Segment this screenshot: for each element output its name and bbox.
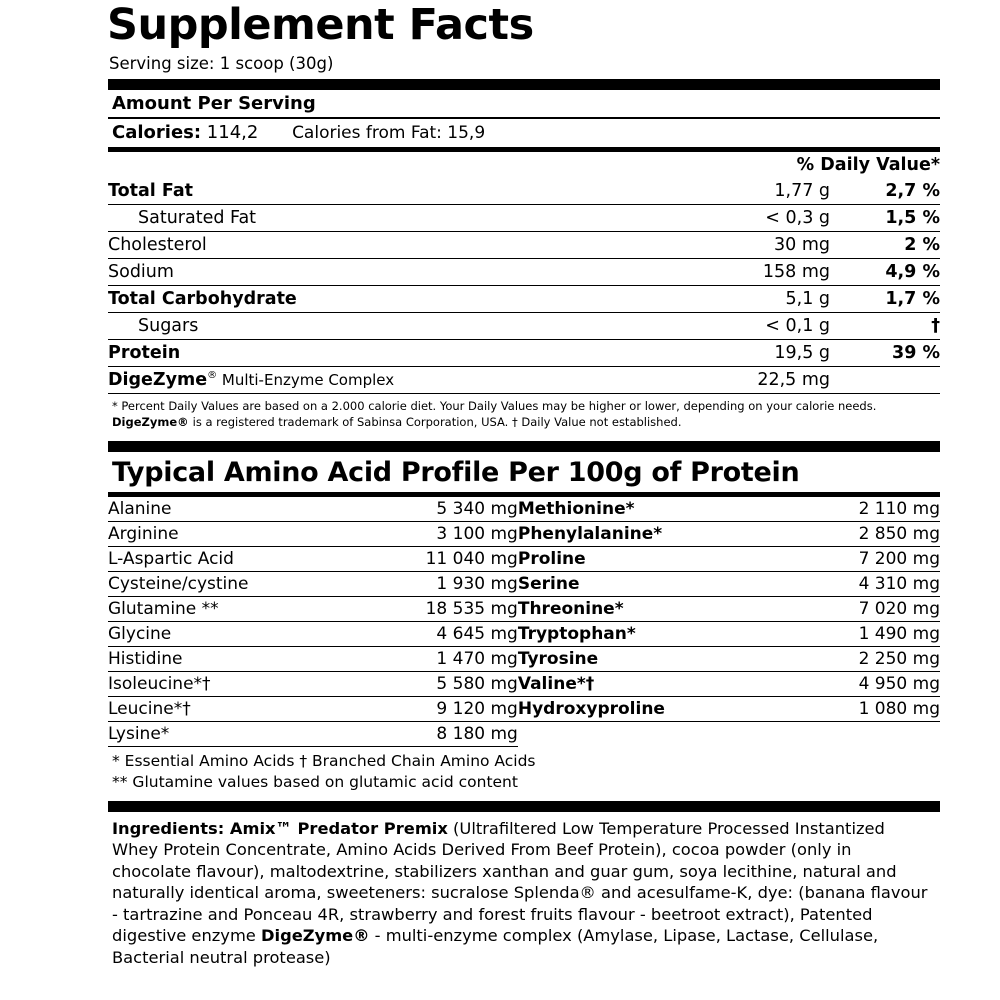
amino-value-left: 1 470 mg <box>368 647 518 672</box>
nutrient-amount: 19,5 g <box>684 340 830 367</box>
amino-name-right: Phenylalanine* <box>518 522 790 547</box>
amino-value-right: 4 310 mg <box>790 572 940 597</box>
amino-value-left: 18 535 mg <box>368 597 518 622</box>
table-row <box>108 497 940 522</box>
amino-value-right: 7 020 mg <box>790 597 940 622</box>
amino-name-right: Valine*† <box>518 672 790 697</box>
nutrient-amount: < 0,1 g <box>684 313 830 340</box>
amino-value-left: 1 930 mg <box>368 572 518 597</box>
table-row <box>108 286 940 313</box>
table-row <box>108 205 940 232</box>
nutrient-name: Protein <box>108 340 684 367</box>
nutrient-name: Total Carbohydrate <box>108 286 684 313</box>
serving-size: Serving size: 1 scoop (30g) <box>109 54 334 73</box>
amino-value-right: 1 080 mg <box>790 697 940 722</box>
amino-name-left: Glycine <box>108 622 368 647</box>
nutrient-dv: 2 % <box>830 232 940 259</box>
nutrient-dv: 2,7 % <box>830 178 940 205</box>
divider-thick-top <box>108 79 940 90</box>
footnote-line-2-text: is a registered trademark of Sabinsa Corporation, USA. † Daily Value not established. <box>192 414 682 429</box>
amino-name-right: Methionine* <box>518 497 790 522</box>
ingredients-premix: Amix™ Predator Premix <box>224 818 448 838</box>
table-row <box>108 522 940 547</box>
amino-value-left: 4 645 mg <box>368 622 518 647</box>
nutrient-dv: 1,7 % <box>830 286 940 313</box>
table-row <box>108 178 940 205</box>
amino-name-left: Lysine* <box>108 722 368 747</box>
amino-name-left: Cysteine/cystine <box>108 572 368 597</box>
table-row <box>108 313 940 340</box>
amino-name-right: Proline <box>518 547 790 572</box>
table-row <box>108 672 940 697</box>
nutrient-dv: 39 % <box>830 340 940 367</box>
amino-name-right: Threonine* <box>518 597 790 622</box>
amino-notes <box>60 747 940 795</box>
table-row <box>108 340 940 367</box>
calories-from-fat: Calories from Fat: 15,9 <box>292 123 486 143</box>
amino-value-left: 8 180 mg <box>368 722 518 747</box>
nutrient-amount: 30 mg <box>684 232 830 259</box>
table-row <box>108 547 940 572</box>
digezyme-description: Multi-Enzyme Complex <box>217 371 395 389</box>
amino-value-right: 1 490 mg <box>790 622 940 647</box>
amino-name-left: L-Aspartic Acid <box>108 547 368 572</box>
nutrient-name: Sugars <box>108 313 684 340</box>
amino-name-right <box>518 722 790 747</box>
nutrient-amount: < 0,3 g <box>684 205 830 232</box>
nutrient-amount: 158 mg <box>684 259 830 286</box>
divider-thick-amino <box>108 441 940 452</box>
ingredients-paragraph <box>60 812 940 969</box>
digezyme-amount: 22,5 mg <box>684 367 830 394</box>
daily-value-header: % Daily Value* <box>796 155 940 175</box>
amino-name-left: Arginine <box>108 522 368 547</box>
amino-value-right: 2 850 mg <box>790 522 940 547</box>
amino-value-left: 5 580 mg <box>368 672 518 697</box>
table-row <box>108 647 940 672</box>
nutrition-table <box>108 152 940 394</box>
amino-value-right: 7 200 mg <box>790 547 940 572</box>
amino-name-right: Serine <box>518 572 790 597</box>
amino-note-2: ** Glutamine values based on glutamic acid content <box>112 772 518 791</box>
amino-name-right: Tryptophan* <box>518 622 790 647</box>
table-row-digezyme <box>108 367 940 394</box>
amino-name-right: Tyrosine <box>518 647 790 672</box>
amino-note-1: * Essential Amino Acids † Branched Chain Amino Acids <box>112 752 536 771</box>
nutrient-name: Total Fat <box>108 178 684 205</box>
amino-acid-title: Typical Amino Acid Profile Per 100g of Protein <box>112 457 800 489</box>
daily-value-header-row <box>108 152 940 178</box>
calories-row <box>60 119 940 147</box>
nutrient-name: Saturated Fat <box>108 205 684 232</box>
table-row <box>108 232 940 259</box>
ingredients-text-end: - multi-enzyme complex (Amylase, Lipase, Lactase, Cellulase, Bacterial neutral protease) <box>112 926 879 967</box>
table-row <box>108 622 940 647</box>
nutrient-name: Sodium <box>108 259 684 286</box>
table-row <box>108 259 940 286</box>
amino-name-left: Histidine <box>108 647 368 672</box>
table-row <box>108 697 940 722</box>
amino-name-left: Alanine <box>108 497 368 522</box>
footnote-line-1: * Percent Daily Values are based on a 2.000 calorie diet. Your Daily Values may be higher or lower, depending on your calorie needs. <box>112 399 877 413</box>
amino-value-right: 2 110 mg <box>790 497 940 522</box>
registered-mark: ® <box>207 370 218 382</box>
nutrient-dv: 1,5 % <box>830 205 940 232</box>
amino-name-left: Isoleucine*† <box>108 672 368 697</box>
amino-name-left: Glutamine ** <box>108 597 368 622</box>
amino-value-left: 11 040 mg <box>368 547 518 572</box>
amount-per-serving-label: Amount Per Serving <box>112 93 316 114</box>
page-title: Supplement Facts <box>107 0 534 50</box>
table-row <box>108 722 940 747</box>
table-row <box>108 572 940 597</box>
footnote-trademark: DigeZyme® <box>112 414 193 429</box>
amino-name-right: Hydroxyproline <box>518 697 790 722</box>
ingredients-enzyme: DigeZyme® <box>261 926 370 946</box>
nutrient-amount: 1,77 g <box>684 178 830 205</box>
footnote-block <box>60 394 940 435</box>
table-row <box>108 597 940 622</box>
digezyme-dv <box>830 367 940 394</box>
ingredients-label: Ingredients: <box>112 818 225 838</box>
nutrient-dv: † <box>830 313 940 340</box>
amino-name-left: Leucine*† <box>108 697 368 722</box>
amino-value-left: 9 120 mg <box>368 697 518 722</box>
digezyme-name <box>108 367 684 394</box>
calories-value: 114,2 <box>206 122 259 143</box>
amino-acid-table <box>108 497 940 747</box>
amino-value-right: 4 950 mg <box>790 672 940 697</box>
nutrient-name: Cholesterol <box>108 232 684 259</box>
calories-label: Calories: <box>112 122 202 143</box>
footnote-line-2 <box>112 415 936 431</box>
digezyme-brand: DigeZyme <box>108 370 208 390</box>
amino-value-right <box>790 722 940 747</box>
amino-value-left: 3 100 mg <box>368 522 518 547</box>
divider-thick-ingredients <box>108 801 940 812</box>
nutrient-dv: 4,9 % <box>830 259 940 286</box>
nutrient-amount: 5,1 g <box>684 286 830 313</box>
amino-value-left: 5 340 mg <box>368 497 518 522</box>
amino-value-right: 2 250 mg <box>790 647 940 672</box>
ingredients-text: (Ultrafiltered Low Temperature Processed Instantized Whey Protein Concentrate, Amino Acids Derived From Beef Protein), cocoa powder (only in chocolate flavour), maltodextrine, stabilizers xanthan and guar gum, soya lecithine, natural and naturally identical aroma, sweeteners: sucralose Splenda® and acesulfame-K, dye: (banana flavour - tartrazine and Ponceau 4R, strawberry and forest fruits flavour - beetroot extract), Patented digestive enzyme <box>112 818 928 946</box>
